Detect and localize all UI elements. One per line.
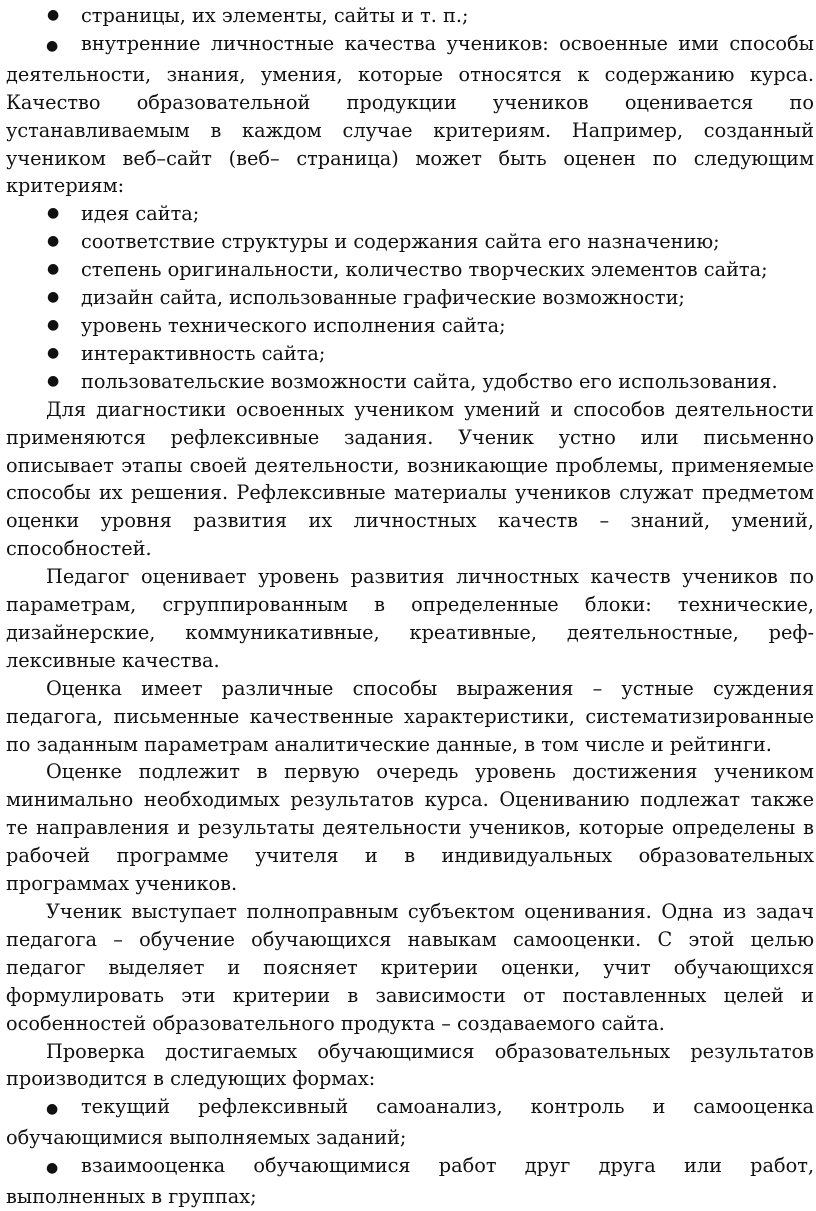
list-item-text: взаимооценка обучающимися работ друг друга или работ, выполненных в группах;	[6, 1154, 814, 1209]
list-item-text: соответствие структуры и содержания сайта его назначению;	[81, 230, 720, 254]
bullet-icon: ●	[46, 1160, 59, 1177]
bullet-icon: ●	[47, 316, 60, 333]
paragraph: Оценка имеет различные способы выражения – устные суждения педагога, письменные качественные характеристики, систематизированные по заданным параметрам аналитические данные, в том числе и рейтинги.	[6, 676, 814, 756]
list-item	[6, 368, 814, 396]
paragraph: Оценке подлежит в первую очередь уровень достижения учеником минимально необходимых результатов курса. Оцениванию подлежат также те направления и результаты деятельности учеников, которые определены в рабочей программе учителя и в индивидуальных образовательных программах учеников.	[6, 760, 814, 896]
bullet-icon: ●	[46, 1101, 59, 1118]
list-item-text: идея сайта;	[81, 202, 200, 226]
list-item-text: страницы, их элементы, сайты и т. п.;	[81, 4, 469, 27]
bullet-icon: ●	[47, 289, 60, 306]
bullet-icon: ●	[47, 372, 60, 389]
list-item-text: степень оригинальности, количество творческих элементов сайта;	[81, 258, 768, 282]
bullet-icon: ●	[47, 233, 60, 250]
list-item-text: уровень технического исполнения сайта;	[81, 313, 506, 337]
list-item	[6, 1093, 814, 1152]
paragraph: Ученик выступает полноправным субъектом оценивания. Одна из задач педагога – обучение обучающихся навыкам самооценки. С этой целью педагог выделяет и поясняет критерии оценки, учит обучающихся формулировать эти критерии в зависимости от поставленных целей и особенностей образовательного продукта – создаваемого сайта.	[6, 900, 814, 1035]
list-item-text: дизайн сайта, использованные графические возможности;	[81, 286, 685, 310]
paragraph: Для диагностики освоенных учеником умений и способов деятельности применяются рефлексивные задания. Ученик устно или письменно описывает этапы своей деятельности, возникающие проблемы, применяемые способы их решения. Рефлексивные материалы учеников служат предметом оценки уровня развития их личностных качеств – знаний, умений, способностей.	[6, 397, 814, 561]
list-item	[6, 312, 814, 340]
paragraph: Педагог оценивает уровень развития личностных качеств учеников по параметрам, сгруппированным в определенные блоки: технические, дизайнерские, коммуникативные, креативные, деятельностные, рефлексивные качества.	[6, 565, 814, 672]
bullet-icon: ●	[46, 37, 59, 54]
bullet-icon: ●	[47, 7, 60, 23]
list-item-text: пользовательские возможности сайта, удобство его использования.	[81, 369, 778, 393]
list-item-text: текущий рефлексивный самоанализ, контроль и самооценка обучающимися выполняемых заданий;	[6, 1095, 814, 1150]
list-item-text: интерактивность сайта;	[81, 341, 326, 365]
list-item	[6, 30, 814, 200]
list-item	[6, 200, 814, 228]
list-item	[6, 284, 814, 312]
list-item	[6, 256, 814, 284]
list-item	[6, 228, 814, 256]
bullet-icon: ●	[47, 261, 60, 278]
list-item	[6, 1152, 814, 1211]
list-item-text: внутренние личностные качества учеников: освоенные ими способы деятельности, знания, умения, которые относятся к содержанию курса. Качество образовательной продукции учеников оценивается по устанавливаемым в каждом случае критериям. Например, созданный учеником веб–сайт (веб– страница) может быть оценен по следующим критериям:	[6, 31, 814, 198]
list-item	[6, 340, 814, 368]
bullet-icon: ●	[47, 205, 60, 222]
list-item	[6, 2, 814, 30]
bullet-icon: ●	[47, 344, 60, 361]
paragraph: Проверка достигаемых обучающимися образовательных результатов производится в следующих формах:	[6, 1039, 814, 1091]
